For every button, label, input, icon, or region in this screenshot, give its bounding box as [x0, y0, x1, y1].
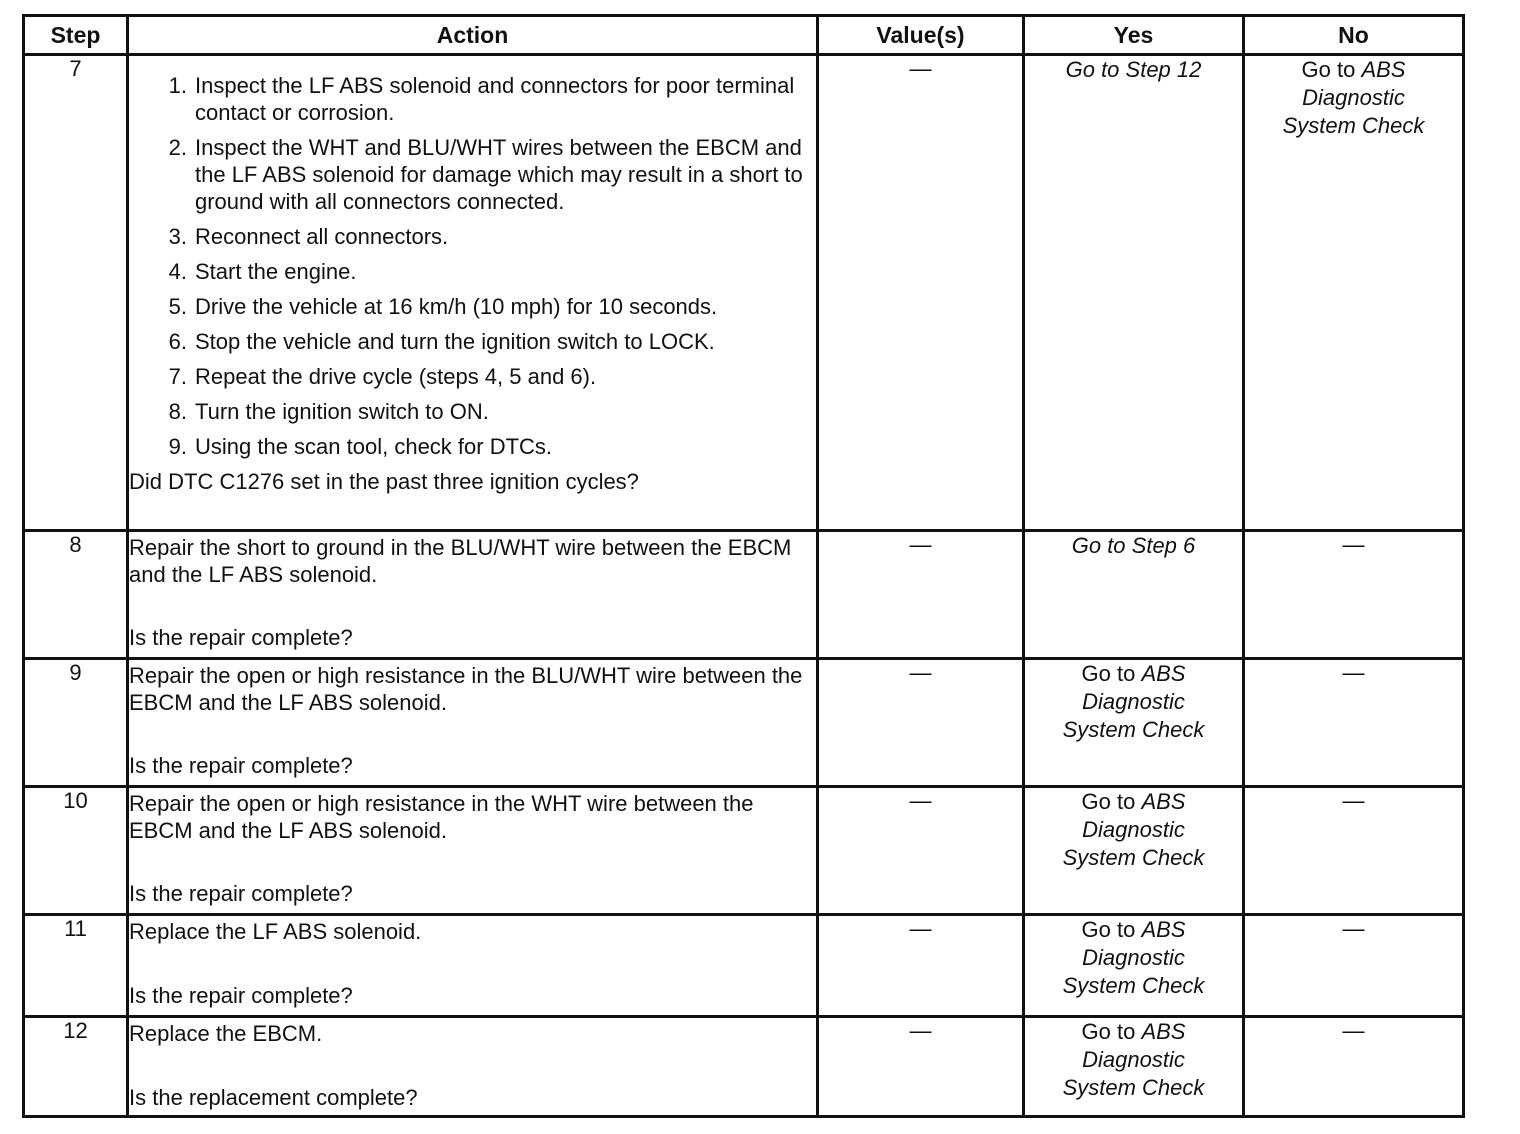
- no-dash: —: [1342, 916, 1365, 941]
- action-instruction: Repair the open or high resistance in the WHT wire between the EBCM and the LF ABS solenoid.: [129, 791, 754, 843]
- step-number: 8: [24, 531, 128, 659]
- value-dash: —: [909, 1018, 932, 1043]
- value-dash: —: [909, 916, 932, 941]
- yes-cell: [1024, 1017, 1244, 1117]
- action-question: Is the replacement complete?: [129, 1085, 418, 1110]
- action-step-number: 5.: [168, 294, 187, 319]
- table-row-step-12: [24, 1017, 1464, 1117]
- no-dash: —: [1342, 660, 1365, 685]
- action-cell: [128, 915, 818, 1017]
- action-step-number: 4.: [168, 259, 187, 284]
- yes-goto-link[interactable]: ABS: [1141, 1019, 1186, 1044]
- value-dash: —: [909, 56, 932, 81]
- action-instruction: Replace the LF ABS solenoid.: [129, 919, 422, 944]
- yes-goto-link-line3[interactable]: System Check: [1062, 1075, 1205, 1100]
- action-instruction: Repair the open or high resistance in the BLU/WHT wire between the EBCM and the LF ABS solenoid.: [129, 663, 803, 715]
- step-number: 7: [24, 55, 128, 531]
- value-dash: —: [909, 532, 932, 557]
- yes-goto-link[interactable]: Go to Step 6: [1071, 533, 1196, 558]
- action-step-item: [129, 433, 816, 460]
- action-step-list: [129, 72, 816, 460]
- action-step-text: Inspect the WHT and BLU/WHT wires between the EBCM and the LF ABS solenoid for damage which may result in a short to ground with all connectors connected.: [195, 135, 803, 214]
- yes-cell: [1024, 659, 1244, 787]
- header-row: [24, 16, 1464, 55]
- action-step-item: [129, 293, 816, 320]
- action-step-text: Inspect the LF ABS solenoid and connectors for poor terminal contact or corrosion.: [195, 73, 795, 125]
- no-cell: [1244, 659, 1464, 787]
- yes-goto-link[interactable]: ABS: [1141, 917, 1186, 942]
- action-step-item: [129, 328, 816, 355]
- action-question: Did DTC C1276 set in the past three ignition cycles?: [129, 469, 639, 494]
- table-row-step-11: [24, 915, 1464, 1017]
- table-row-step-10: [24, 787, 1464, 915]
- yes-goto-prefix: Go to: [1081, 789, 1136, 814]
- yes-goto-prefix: Go to: [1081, 1019, 1136, 1044]
- action-cell: [128, 659, 818, 787]
- no-cell: [1244, 55, 1464, 531]
- action-step-number: 8.: [168, 399, 187, 424]
- action-step-item: [129, 258, 816, 285]
- yes-goto-link-line3[interactable]: System Check: [1062, 845, 1205, 870]
- action-question: Is the repair complete?: [129, 983, 353, 1008]
- no-dash: —: [1342, 788, 1365, 813]
- yes-goto-link-line3[interactable]: System Check: [1062, 717, 1205, 742]
- action-step-item: [129, 363, 816, 390]
- action-question: Is the repair complete?: [129, 881, 353, 906]
- yes-cell: [1024, 55, 1244, 531]
- action-step-number: 7.: [168, 364, 187, 389]
- yes-goto-prefix: Go to: [1081, 917, 1136, 942]
- yes-cell: [1024, 787, 1244, 915]
- yes-goto-link-line2[interactable]: Diagnostic: [1082, 945, 1185, 970]
- action-step-text: Turn the ignition switch to ON.: [195, 399, 489, 424]
- yes-goto-link-line2[interactable]: Diagnostic: [1082, 817, 1185, 842]
- value-dash: —: [909, 660, 932, 685]
- value-cell: [818, 531, 1024, 659]
- action-step-number: 2.: [168, 135, 187, 160]
- table-row-step-7: [24, 55, 1464, 531]
- table-row-step-9: [24, 659, 1464, 787]
- action-question: Is the repair complete?: [129, 625, 353, 650]
- action-step-text: Using the scan tool, check for DTCs.: [195, 434, 553, 459]
- value-cell: [818, 915, 1024, 1017]
- yes-goto-link-line2[interactable]: Diagnostic: [1082, 689, 1185, 714]
- table-row-step-8: [24, 531, 1464, 659]
- action-step-text: Start the engine.: [195, 259, 357, 284]
- yes-goto-prefix: Go to: [1081, 661, 1136, 686]
- yes-cell: [1024, 531, 1244, 659]
- no-cell: [1244, 1017, 1464, 1117]
- action-cell: [128, 531, 818, 659]
- no-goto-link-line2[interactable]: Diagnostic: [1302, 85, 1405, 110]
- action-cell: [128, 55, 818, 531]
- value-cell: [818, 1017, 1024, 1117]
- action-step-number: 9.: [168, 434, 187, 459]
- yes-goto-link[interactable]: Go to Step 12: [1065, 57, 1202, 82]
- action-instruction: Replace the EBCM.: [129, 1021, 323, 1046]
- no-goto-link-line3[interactable]: System Check: [1282, 113, 1425, 138]
- no-cell: [1244, 915, 1464, 1017]
- header-yes: Yes: [1024, 16, 1244, 55]
- yes-cell: [1024, 915, 1244, 1017]
- action-step-text: Repeat the drive cycle (steps 4, 5 and 6).: [195, 364, 597, 389]
- no-goto-prefix: Go to: [1301, 57, 1356, 82]
- no-goto-link[interactable]: ABS: [1361, 57, 1406, 82]
- header-action: Action: [128, 16, 818, 55]
- action-step-item: [129, 72, 816, 126]
- header-step: Step: [24, 16, 128, 55]
- value-cell: [818, 659, 1024, 787]
- action-step-number: 3.: [168, 224, 187, 249]
- no-cell: [1244, 787, 1464, 915]
- action-question: Is the repair complete?: [129, 753, 353, 778]
- action-cell: [128, 1017, 818, 1117]
- yes-goto-link-line2[interactable]: Diagnostic: [1082, 1047, 1185, 1072]
- action-step-text: Drive the vehicle at 16 km/h (10 mph) for 10 seconds.: [195, 294, 718, 319]
- action-step-number: 1.: [168, 73, 187, 98]
- action-step-item: [129, 134, 816, 215]
- action-step-item: [129, 223, 816, 250]
- no-cell: [1244, 531, 1464, 659]
- action-step-text: Reconnect all connectors.: [195, 224, 449, 249]
- value-dash: —: [909, 788, 932, 813]
- action-step-number: 6.: [168, 329, 187, 354]
- header-values: Value(s): [818, 16, 1024, 55]
- yes-goto-link[interactable]: ABS: [1141, 661, 1186, 686]
- step-number: 12: [24, 1017, 128, 1117]
- action-instruction: Repair the short to ground in the BLU/WHT wire between the EBCM and the LF ABS solenoid.: [129, 535, 792, 587]
- no-dash: —: [1342, 1018, 1365, 1043]
- step-number: 9: [24, 659, 128, 787]
- step-number: 10: [24, 787, 128, 915]
- no-dash: —: [1342, 532, 1365, 557]
- yes-goto-link[interactable]: ABS: [1141, 789, 1186, 814]
- action-cell: [128, 787, 818, 915]
- diagnostic-table: [22, 14, 1465, 1118]
- value-cell: [818, 55, 1024, 531]
- step-number: 11: [24, 915, 128, 1017]
- header-no: No: [1244, 16, 1464, 55]
- yes-goto-link-line3[interactable]: System Check: [1062, 973, 1205, 998]
- value-cell: [818, 787, 1024, 915]
- action-step-item: [129, 398, 816, 425]
- action-step-text: Stop the vehicle and turn the ignition switch to LOCK.: [195, 329, 715, 354]
